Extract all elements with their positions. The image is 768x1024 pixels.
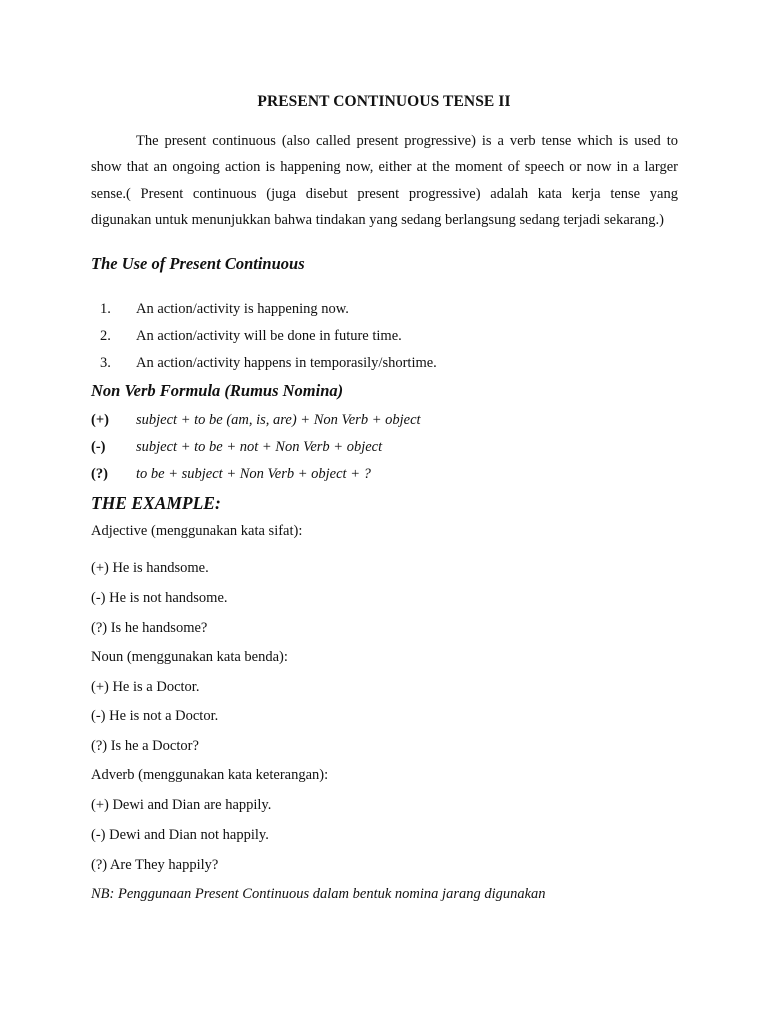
formula-negative: subject + to be + not + Non Verb + object [136,439,383,455]
example-sentence: (+) He is handsome. [91,560,209,576]
example-category: Adverb (menggunakan kata keterangan): [91,767,329,783]
intro-line-3: sense.( Present continuous (juga disebut present progressive) adalah kata kerja tense yang [91,186,678,202]
formula-sign-question: (?) [91,466,108,482]
list-item: An action/activity is happening now. [136,301,349,317]
formula-sign-positive: (+) [91,412,109,428]
intro-line-4: digunakan untuk menunjukkan bahwa tindakan yang sedang berlangsung sedang terjadi sekarang.) [91,212,664,228]
example-sentence: (-) He is not a Doctor. [91,708,219,724]
example-sentence: (?) Is he handsome? [91,620,208,636]
list-item-number: 2. [100,328,111,344]
list-item: An action/activity will be done in future time. [136,328,402,344]
example-sentence: (-) He is not handsome. [91,590,228,606]
list-item: An action/activity happens in temporasily/shortime. [136,355,437,371]
example-sentence: (+) He is a Doctor. [91,679,200,695]
example-sentence: (-) Dewi and Dian not happily. [91,827,269,843]
formula-question: to be + subject + Non Verb + object + ? [136,466,371,482]
use-heading: The Use of Present Continuous [91,254,305,273]
intro-line-2: show that an ongoing action is happening now, either at the moment of speech or now in a larger [91,159,678,175]
example-sentence: (+) Dewi and Dian are happily. [91,797,272,813]
example-sentence: (?) Is he a Doctor? [91,738,199,754]
list-item-number: 1. [100,301,111,317]
example-sentence: (?) Are They happily? [91,857,219,873]
note-text: NB: Penggunaan Present Continuous dalam bentuk nomina jarang digunakan [91,886,546,902]
list-item-number: 3. [100,355,111,371]
formula-positive: subject + to be (am, is, are) + Non Verb + object [136,412,421,428]
example-category: Adjective (menggunakan kata sifat): [91,523,303,539]
formula-sign-negative: (-) [91,439,106,455]
example-category: Noun (menggunakan kata benda): [91,649,288,665]
example-heading: THE EXAMPLE: [91,493,221,513]
intro-line-1: The present continuous (also called present progressive) is a verb tense which is used to [136,133,678,149]
page-title: PRESENT CONTINUOUS TENSE II [257,93,511,110]
formula-heading: Non Verb Formula (Rumus Nomina) [91,381,344,400]
